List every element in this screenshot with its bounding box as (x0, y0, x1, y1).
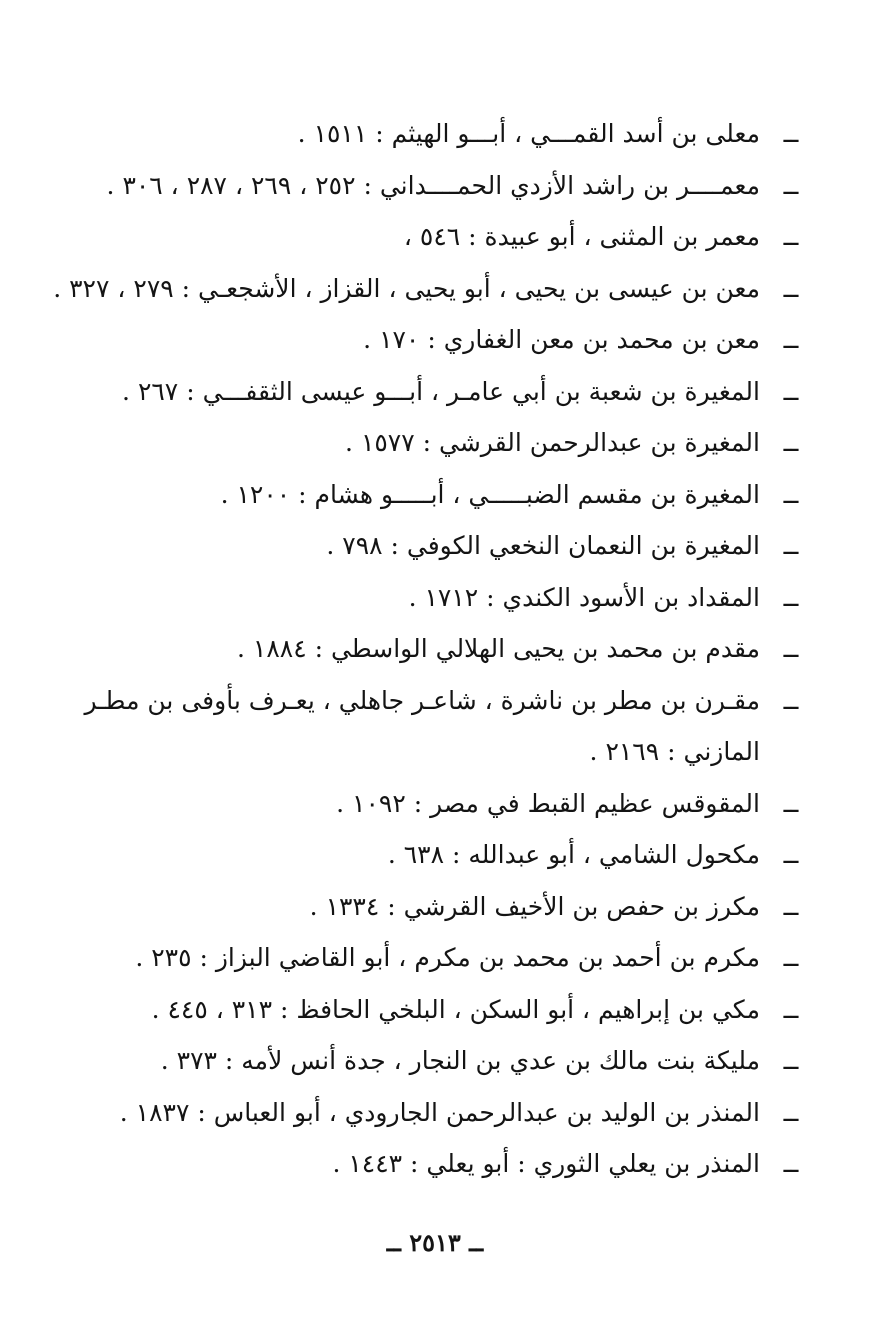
entry-dash: ــ (783, 788, 799, 818)
index-entry (68, 366, 808, 418)
entry-dash: ــ (783, 1149, 799, 1178)
entry-text: مقـرن بن مطر بن ناشرة ، شاعـر جاهلي ، يعـرف بأوفى بن مطـر المازني : ٢١٦٩ . (84, 685, 760, 766)
index-entry (68, 108, 808, 160)
index-entry (68, 623, 808, 675)
entry-dash: ــ (783, 840, 799, 869)
entry-text: مقدم بن محمد بن يحيى الهلالي الواسطي : ١٨٨٤ . (237, 634, 760, 663)
entry-dash: ــ (783, 325, 799, 354)
entry-dash: ــ (783, 685, 799, 715)
entry-text: المنذر بن الوليد بن عبدالرحمن الجارودي ، أبو العباس : ١٨٣٧ . (119, 1097, 760, 1127)
index-entry (68, 1087, 808, 1139)
index-entry (68, 932, 808, 984)
entry-text: المقداد بن الأسود الكندي : ١٧١٢ . (408, 582, 760, 612)
index-entry (68, 984, 808, 1036)
entry-dash: ــ (783, 891, 799, 921)
entry-text: مكحول الشامي ، أبو عبدالله : ٦٣٨ . (387, 840, 760, 869)
entry-text: المغيرة بن النعمان النخعي الكوفي : ٧٩٨ . (326, 531, 760, 560)
entry-dash: ــ (783, 1097, 799, 1127)
entry-text: المقوقس عظيم القبط في مصر : ١٠٩٢ . (336, 788, 760, 818)
index-entry (68, 829, 808, 881)
entry-text: المغيرة بن شعبة بن أبي عامـر ، أبـــو عيسى الثقفـــي : ٢٦٧ . (122, 376, 760, 406)
entry-text: معن بن عيسى بن يحيى ، أبو يحيى ، القزاز ، الأشجعـي : ٢٧٩ ، ٣٢٧ . (53, 273, 760, 303)
page-number: ــ ٢٥١٣ ــ (386, 1228, 484, 1257)
entry-text: معمــــر بن راشد الأزدي الحمــــداني : ٢٥٢ ، ٢٦٩ ، ٢٨٧ ، ٣٠٦ . (106, 170, 760, 200)
entry-text: معن بن محمد بن معن الغفاري : ١٧٠ . (363, 325, 760, 354)
index-entry (68, 211, 808, 263)
entry-dash: ــ (783, 531, 799, 560)
entry-text: مليكة بنت مالك بن عدي بن النجار ، جدة أنس لأمه : ٣٧٣ . (160, 1046, 760, 1075)
entry-text: المنذر بن يعلي الثوري : أبو يعلي : ١٤٤٣ . (332, 1149, 760, 1178)
entry-text: مكرز بن حفص بن الأخيف القرشي : ١٣٣٤ . (309, 891, 760, 921)
entry-dash: ــ (783, 1046, 799, 1075)
index-entry (68, 469, 808, 521)
entry-text: معمر بن المثنى ، أبو عبيدة : ٥٤٦ ، (403, 222, 760, 251)
index-entry (68, 160, 808, 212)
index-entry (68, 778, 808, 830)
entry-dash: ــ (783, 273, 799, 303)
entry-dash: ــ (783, 428, 799, 457)
index-entry (68, 520, 808, 572)
entry-dash: ــ (783, 376, 799, 406)
entry-dash: ــ (783, 222, 799, 251)
index-entry (68, 314, 808, 366)
entry-text: معلى بن أسد القمـــي ، أبـــو الهيثم : ١٥١١ . (297, 119, 760, 148)
entry-dash: ــ (783, 634, 799, 663)
entry-text: مكرم بن أحمد بن محمد بن مكرم ، أبو القاضي البزاز : ٢٣٥ . (135, 943, 760, 972)
index-entries-list (53, 108, 808, 1190)
entry-dash: ــ (783, 994, 799, 1024)
index-entry (68, 572, 808, 624)
index-entry (53, 263, 808, 315)
entry-dash: ــ (783, 479, 799, 509)
entry-text: مكي بن إبراهيم ، أبو السكن ، البلخي الحافظ : ٣١٣ ، ٤٤٥ . (151, 994, 760, 1024)
entry-dash: ــ (783, 119, 799, 148)
entry-text: المغيرة بن مقسم الضبـــــي ، أبـــــو هشام : ١٢٠٠ . (220, 479, 760, 509)
index-entry (68, 1138, 808, 1190)
index-entry (68, 881, 808, 933)
index-entry (68, 675, 808, 778)
entry-text: المغيرة بن عبدالرحمن القرشي : ١٥٧٧ . (345, 428, 760, 457)
entry-dash: ــ (783, 170, 799, 200)
index-entry (68, 417, 808, 469)
entry-dash: ــ (783, 943, 799, 972)
entry-dash: ــ (783, 582, 799, 612)
index-entry (68, 1035, 808, 1087)
